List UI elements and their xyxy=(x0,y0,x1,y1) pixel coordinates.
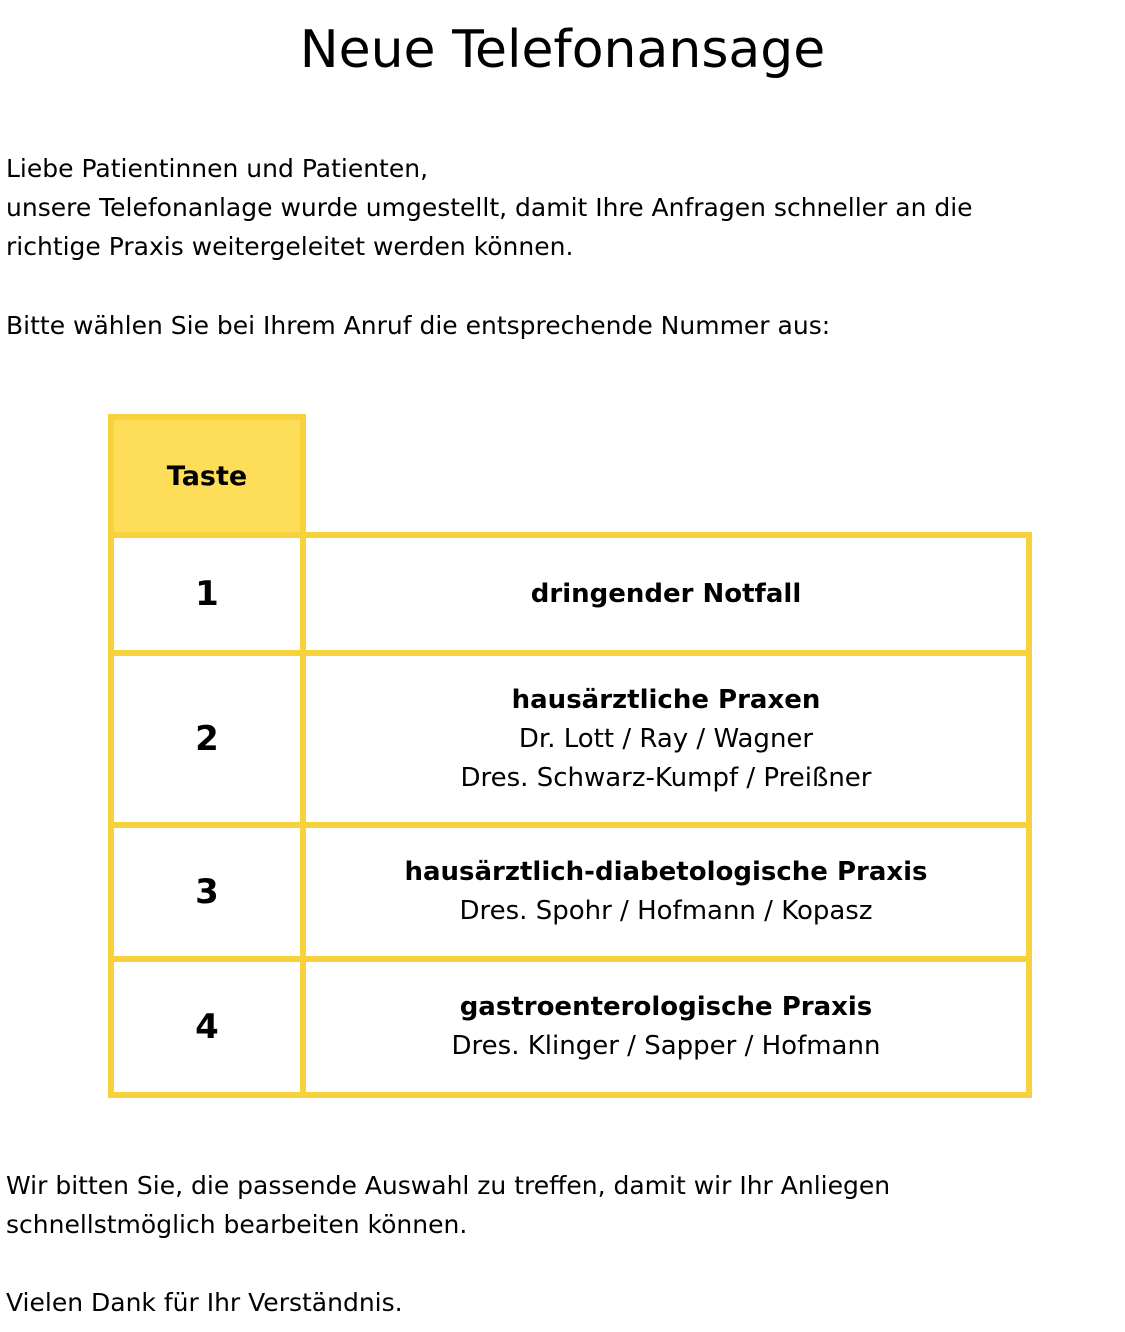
thanks-text: Vielen Dank für Ihr Verständnis. xyxy=(6,1288,403,1317)
page-title: Neue Telefonansage xyxy=(299,20,826,80)
closing-line: Wir bitten Sie, die passende Auswahl zu treffen, damit wir Ihr Anliegen xyxy=(6,1171,891,1200)
table-desc-cell xyxy=(300,822,1032,962)
table-key-cell: 1 xyxy=(108,532,306,656)
option-doctors: Dres. Schwarz-Kumpf / Preißner xyxy=(460,762,872,793)
table-desc-cell xyxy=(300,532,1032,656)
table-key-cell: 3 xyxy=(108,822,306,962)
option-doctors: Dr. Lott / Ray / Wagner xyxy=(518,723,814,754)
table-desc-cell xyxy=(300,650,1032,828)
closing-line: schnellstmöglich bearbeiten können. xyxy=(6,1210,468,1239)
intro-greeting: Liebe Patientinnen und Patienten, xyxy=(6,154,429,183)
option-title: gastroenterologische Praxis xyxy=(459,992,873,1022)
option-doctors: Dres. Klinger / Sapper / Hofmann xyxy=(451,1031,881,1061)
option-title: dringender Notfall xyxy=(530,578,802,609)
table-key-cell: 2 xyxy=(108,650,306,828)
closing-paragraph xyxy=(6,1166,1116,1244)
intro-line: richtige Praxis weitergeleitet werden können. xyxy=(6,232,574,261)
table-header-taste: Taste xyxy=(108,414,306,538)
phone-menu-table xyxy=(108,414,1032,1098)
intro-line: unsere Telefonanlage wurde umgestellt, damit Ihre Anfragen schneller an die xyxy=(6,193,973,222)
option-title: hausärztliche Praxen xyxy=(511,684,821,715)
option-title: hausärztlich-diabetologische Praxis xyxy=(404,857,928,887)
prompt-text: Bitte wählen Sie bei Ihrem Anruf die entsprechende Nummer aus: xyxy=(6,311,831,340)
table-desc-cell xyxy=(300,956,1032,1098)
table-key-cell: 4 xyxy=(108,956,306,1098)
intro-paragraph xyxy=(6,149,1116,266)
option-doctors: Dres. Spohr / Hofmann / Kopasz xyxy=(459,896,873,926)
